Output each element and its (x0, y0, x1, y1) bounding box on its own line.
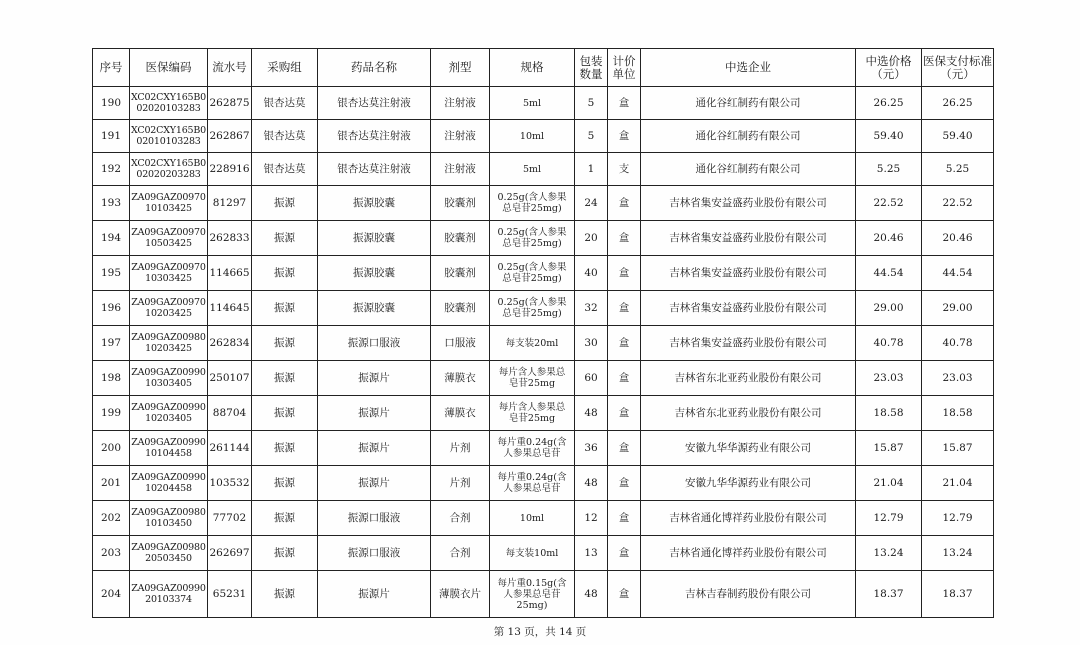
cell-code: ZA09GAZ00970 10203425 (130, 291, 208, 326)
cell-group: 银杏达莫 (252, 153, 318, 186)
cell-form: 注射液 (431, 87, 490, 120)
cell-spec: 每片重0.15g(含 人参果总皂苷 25mg) (490, 571, 575, 618)
cell-price: 44.54 (856, 256, 922, 291)
cell-standard: 22.52 (922, 186, 994, 221)
cell-drug-name: 振源口服液 (318, 536, 431, 571)
cell-drug-name: 振源胶囊 (318, 186, 431, 221)
cell-price: 59.40 (856, 120, 922, 153)
cell-spec: 0.25g(含人参果 总皂苷25mg) (490, 186, 575, 221)
cell-unit: 盒 (608, 256, 641, 291)
cell-form: 口服液 (431, 326, 490, 361)
cell-spec: 每片含人参果总 皂苷25mg (490, 396, 575, 431)
cell-group: 振源 (252, 536, 318, 571)
cell-code: XC02CXY165B0 02020103283 (130, 87, 208, 120)
table-row (93, 186, 994, 221)
cell-no: 200 (93, 431, 130, 466)
col-header-form: 剂型 (431, 49, 490, 87)
cell-qty: 12 (575, 501, 608, 536)
cell-spec: 每片重0.24g(含 人参果总皂苷 (490, 466, 575, 501)
cell-no: 196 (93, 291, 130, 326)
cell-code: ZA09GAZ00980 10103450 (130, 501, 208, 536)
table-row (93, 291, 994, 326)
cell-qty: 48 (575, 571, 608, 618)
cell-qty: 13 (575, 536, 608, 571)
cell-code: ZA09GAZ00990 10303405 (130, 361, 208, 396)
cell-unit: 支 (608, 153, 641, 186)
cell-drug-name: 振源片 (318, 466, 431, 501)
cell-standard: 23.03 (922, 361, 994, 396)
cell-unit: 盒 (608, 466, 641, 501)
cell-form: 合剂 (431, 536, 490, 571)
cell-qty: 36 (575, 431, 608, 466)
cell-standard: 5.25 (922, 153, 994, 186)
cell-serial: 228916 (208, 153, 252, 186)
cell-company: 通化谷红制药有限公司 (641, 87, 856, 120)
cell-code: ZA09GAZ00990 10203405 (130, 396, 208, 431)
cell-company: 吉林省东北亚药业股份有限公司 (641, 396, 856, 431)
cell-standard: 13.24 (922, 536, 994, 571)
cell-drug-name: 振源胶囊 (318, 221, 431, 256)
cell-price: 13.24 (856, 536, 922, 571)
table-row (93, 431, 994, 466)
cell-company: 通化谷红制药有限公司 (641, 153, 856, 186)
cell-form: 注射液 (431, 153, 490, 186)
cell-serial: 262834 (208, 326, 252, 361)
cell-serial: 114665 (208, 256, 252, 291)
cell-qty: 40 (575, 256, 608, 291)
cell-drug-name: 振源口服液 (318, 326, 431, 361)
cell-spec: 0.25g(含人参果 总皂苷25mg) (490, 221, 575, 256)
cell-standard: 20.46 (922, 221, 994, 256)
cell-price: 22.52 (856, 186, 922, 221)
cell-no: 193 (93, 186, 130, 221)
cell-spec: 每支装10ml (490, 536, 575, 571)
cell-company: 吉林省集安益盛药业股份有限公司 (641, 186, 856, 221)
cell-code: ZA09GAZ00990 10104458 (130, 431, 208, 466)
cell-standard: 40.78 (922, 326, 994, 361)
cell-drug-name: 振源胶囊 (318, 256, 431, 291)
cell-drug-name: 振源口服液 (318, 501, 431, 536)
cell-standard: 44.54 (922, 256, 994, 291)
cell-price: 29.00 (856, 291, 922, 326)
cell-standard: 21.04 (922, 466, 994, 501)
cell-drug-name: 银杏达莫注射液 (318, 153, 431, 186)
cell-standard: 12.79 (922, 501, 994, 536)
cell-company: 安徽九华华源药业有限公司 (641, 466, 856, 501)
cell-serial: 261144 (208, 431, 252, 466)
cell-company: 吉林省集安益盛药业股份有限公司 (641, 326, 856, 361)
cell-standard: 29.00 (922, 291, 994, 326)
cell-company: 安徽九华华源药业有限公司 (641, 431, 856, 466)
table-row (93, 536, 994, 571)
cell-qty: 5 (575, 120, 608, 153)
table-header-row (93, 49, 994, 87)
cell-unit: 盒 (608, 326, 641, 361)
cell-company: 吉林吉春制药股份有限公司 (641, 571, 856, 618)
cell-qty: 48 (575, 466, 608, 501)
cell-company: 吉林省通化博祥药业股份有限公司 (641, 501, 856, 536)
cell-company: 吉林省集安益盛药业股份有限公司 (641, 256, 856, 291)
cell-drug-name: 银杏达莫注射液 (318, 120, 431, 153)
cell-code: ZA09GAZ00980 20503450 (130, 536, 208, 571)
cell-code: XC02CXY165B0 02020203283 (130, 153, 208, 186)
cell-no: 194 (93, 221, 130, 256)
cell-price: 18.58 (856, 396, 922, 431)
table-row (93, 396, 994, 431)
table-row (93, 153, 994, 186)
cell-form: 薄膜衣片 (431, 571, 490, 618)
cell-serial: 114645 (208, 291, 252, 326)
cell-company: 吉林省集安益盛药业股份有限公司 (641, 291, 856, 326)
cell-price: 40.78 (856, 326, 922, 361)
cell-price: 5.25 (856, 153, 922, 186)
cell-group: 振源 (252, 221, 318, 256)
cell-form: 片剂 (431, 431, 490, 466)
cell-group: 振源 (252, 291, 318, 326)
col-header-no: 序号 (93, 49, 130, 87)
table-row (93, 256, 994, 291)
cell-company: 吉林省通化博祥药业股份有限公司 (641, 536, 856, 571)
cell-no: 191 (93, 120, 130, 153)
table-row (93, 326, 994, 361)
cell-spec: 每片含人参果总 皂苷25mg (490, 361, 575, 396)
cell-unit: 盒 (608, 536, 641, 571)
cell-no: 204 (93, 571, 130, 618)
cell-group: 银杏达莫 (252, 87, 318, 120)
cell-spec: 每支装20ml (490, 326, 575, 361)
cell-no: 192 (93, 153, 130, 186)
cell-spec: 5ml (490, 153, 575, 186)
cell-spec: 5ml (490, 87, 575, 120)
col-header-spec: 规格 (490, 49, 575, 87)
cell-standard: 59.40 (922, 120, 994, 153)
col-header-unit: 计价 单位 (608, 49, 641, 87)
cell-spec: 0.25g(含人参果 总皂苷25mg) (490, 291, 575, 326)
cell-no: 197 (93, 326, 130, 361)
cell-standard: 26.25 (922, 87, 994, 120)
cell-form: 胶囊剂 (431, 221, 490, 256)
col-header-qty: 包装 数量 (575, 49, 608, 87)
cell-no: 198 (93, 361, 130, 396)
table-body (93, 87, 994, 618)
cell-qty: 30 (575, 326, 608, 361)
cell-serial: 250107 (208, 361, 252, 396)
cell-no: 190 (93, 87, 130, 120)
cell-spec: 10ml (490, 501, 575, 536)
cell-serial: 77702 (208, 501, 252, 536)
cell-serial: 262875 (208, 87, 252, 120)
cell-unit: 盒 (608, 87, 641, 120)
cell-unit: 盒 (608, 571, 641, 618)
cell-serial: 81297 (208, 186, 252, 221)
cell-code: ZA09GAZ00990 20103374 (130, 571, 208, 618)
cell-form: 片剂 (431, 466, 490, 501)
col-header-code: 医保编码 (130, 49, 208, 87)
cell-price: 20.46 (856, 221, 922, 256)
cell-no: 203 (93, 536, 130, 571)
table-row (93, 571, 994, 618)
cell-serial: 262867 (208, 120, 252, 153)
cell-no: 199 (93, 396, 130, 431)
table-row (93, 221, 994, 256)
col-header-standard: 医保支付标准 （元） (922, 49, 994, 87)
cell-code: XC02CXY165B0 02010103283 (130, 120, 208, 153)
cell-no: 195 (93, 256, 130, 291)
cell-standard: 18.37 (922, 571, 994, 618)
cell-company: 吉林省集安益盛药业股份有限公司 (641, 221, 856, 256)
cell-unit: 盒 (608, 186, 641, 221)
cell-form: 薄膜衣 (431, 361, 490, 396)
cell-qty: 60 (575, 361, 608, 396)
cell-group: 振源 (252, 361, 318, 396)
cell-code: ZA09GAZ00970 10303425 (130, 256, 208, 291)
col-header-name: 药品名称 (318, 49, 431, 87)
drug-price-table (92, 48, 994, 618)
cell-drug-name: 银杏达莫注射液 (318, 87, 431, 120)
cell-group: 银杏达莫 (252, 120, 318, 153)
cell-group: 振源 (252, 431, 318, 466)
table-row (93, 361, 994, 396)
cell-drug-name: 振源片 (318, 431, 431, 466)
cell-code: ZA09GAZ00980 10203425 (130, 326, 208, 361)
cell-group: 振源 (252, 396, 318, 431)
cell-price: 23.03 (856, 361, 922, 396)
cell-code: ZA09GAZ00970 10103425 (130, 186, 208, 221)
cell-company: 吉林省东北亚药业股份有限公司 (641, 361, 856, 396)
cell-company: 通化谷红制药有限公司 (641, 120, 856, 153)
cell-standard: 18.58 (922, 396, 994, 431)
table-row (93, 120, 994, 153)
cell-qty: 1 (575, 153, 608, 186)
cell-form: 胶囊剂 (431, 186, 490, 221)
cell-drug-name: 振源胶囊 (318, 291, 431, 326)
cell-qty: 5 (575, 87, 608, 120)
col-header-price: 中选价格 （元） (856, 49, 922, 87)
cell-serial: 262697 (208, 536, 252, 571)
cell-code: ZA09GAZ00970 10503425 (130, 221, 208, 256)
cell-spec: 每片重0.24g(含 人参果总皂苷 (490, 431, 575, 466)
cell-group: 振源 (252, 501, 318, 536)
table-row (93, 466, 994, 501)
cell-code: ZA09GAZ00990 10204458 (130, 466, 208, 501)
col-header-serial: 流水号 (208, 49, 252, 87)
cell-unit: 盒 (608, 120, 641, 153)
cell-serial: 88704 (208, 396, 252, 431)
cell-unit: 盒 (608, 501, 641, 536)
cell-spec: 10ml (490, 120, 575, 153)
cell-no: 202 (93, 501, 130, 536)
cell-qty: 24 (575, 186, 608, 221)
cell-group: 振源 (252, 186, 318, 221)
cell-qty: 48 (575, 396, 608, 431)
cell-unit: 盒 (608, 291, 641, 326)
cell-group: 振源 (252, 326, 318, 361)
col-header-group: 采购组 (252, 49, 318, 87)
cell-unit: 盒 (608, 221, 641, 256)
table-row (93, 87, 994, 120)
cell-unit: 盒 (608, 431, 641, 466)
cell-serial: 65231 (208, 571, 252, 618)
table-row (93, 501, 994, 536)
cell-price: 12.79 (856, 501, 922, 536)
cell-form: 胶囊剂 (431, 291, 490, 326)
cell-standard: 15.87 (922, 431, 994, 466)
cell-spec: 0.25g(含人参果 总皂苷25mg) (490, 256, 575, 291)
cell-group: 振源 (252, 256, 318, 291)
cell-drug-name: 振源片 (318, 571, 431, 618)
cell-group: 振源 (252, 571, 318, 618)
cell-unit: 盒 (608, 361, 641, 396)
cell-price: 26.25 (856, 87, 922, 120)
cell-drug-name: 振源片 (318, 396, 431, 431)
cell-price: 21.04 (856, 466, 922, 501)
cell-form: 注射液 (431, 120, 490, 153)
cell-serial: 262833 (208, 221, 252, 256)
cell-drug-name: 振源片 (318, 361, 431, 396)
cell-serial: 103532 (208, 466, 252, 501)
col-header-company: 中选企业 (641, 49, 856, 87)
cell-qty: 20 (575, 221, 608, 256)
cell-group: 振源 (252, 466, 318, 501)
page-number: 第 13 页，共 14 页 (493, 626, 587, 638)
cell-price: 18.37 (856, 571, 922, 618)
cell-form: 薄膜衣 (431, 396, 490, 431)
cell-price: 15.87 (856, 431, 922, 466)
cell-form: 合剂 (431, 501, 490, 536)
cell-qty: 32 (575, 291, 608, 326)
cell-unit: 盒 (608, 396, 641, 431)
cell-no: 201 (93, 466, 130, 501)
cell-form: 胶囊剂 (431, 256, 490, 291)
